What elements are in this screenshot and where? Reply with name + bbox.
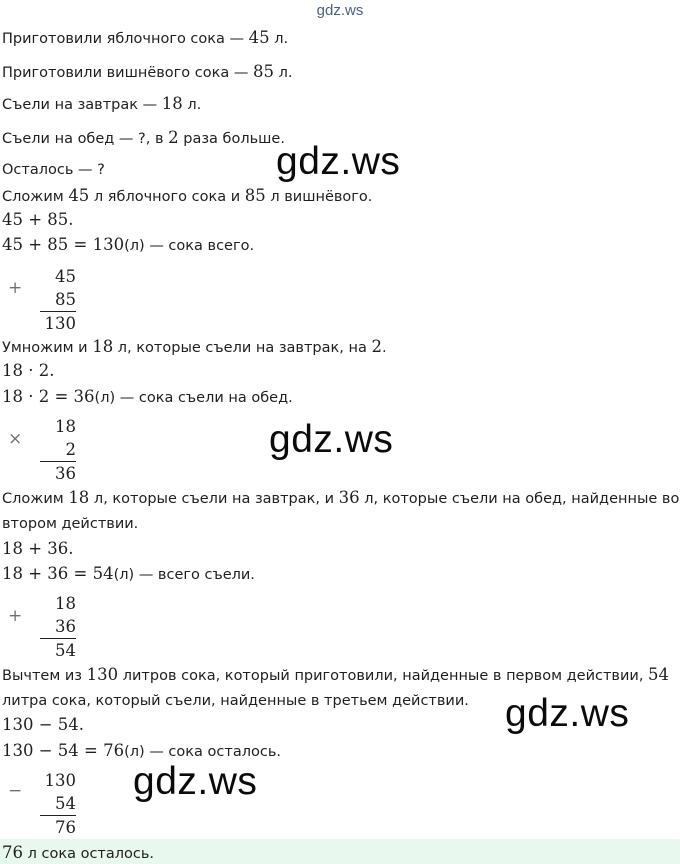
operand-2: 36 (55, 617, 76, 636)
operand-1: 18 (55, 417, 76, 436)
times-sign: × (8, 429, 23, 449)
operand-2: 85 (55, 290, 76, 309)
given-apple-juice: Приготовили яблочного сока — 45 л. (2, 28, 289, 47)
column-result: 76 (40, 815, 76, 839)
step4-expression: 130 − 54. (2, 715, 85, 734)
step2-text: Умножим и 18 л, которые съели на завтрак, на 2. (2, 337, 387, 356)
step4-text-cont: литра сока, который съели, найденные в третьем действии. (2, 693, 469, 709)
column-multiplication (40, 415, 76, 485)
watermark-1: gdz.ws (276, 140, 401, 183)
column-result: 130 (40, 311, 76, 335)
watermark-2: gdz.ws (269, 418, 394, 461)
given-cherry-juice: Приготовили вишнёвого сока — 85 л. (2, 62, 293, 81)
operand-2: 2 (65, 440, 76, 459)
step3-text: Сложим 18 л, которые съели на завтрак, и 36 л, которые съели на обед, найденные во (2, 488, 680, 507)
operand-1: 18 (55, 594, 76, 613)
step1-result: 45 + 85 = 130(л) — сока всего. (2, 235, 255, 254)
operand-2: 54 (55, 794, 76, 813)
answer-text: 76 л сока осталось. (2, 843, 155, 862)
column-result: 36 (40, 461, 76, 485)
step1-expression: 45 + 85. (2, 210, 74, 229)
top-watermark: gdz.ws (316, 2, 364, 19)
step2-expression: 18 · 2. (2, 361, 55, 380)
plus-sign: + (8, 278, 23, 298)
watermark-4: gdz.ws (133, 760, 258, 803)
column-subtraction (40, 769, 76, 839)
step4-result: 130 − 54 = 76(л) — сока осталось. (2, 741, 281, 760)
step4-text: Вычтем из 130 литров сока, который приготовили, найденные в первом действии, 54 (2, 665, 670, 684)
operand-1: 45 (55, 267, 76, 286)
minus-sign: − (8, 781, 23, 801)
column-addition-1 (40, 265, 76, 335)
given-breakfast: Съели на завтрак — 18 л. (2, 94, 202, 113)
step3-text-cont: втором действии. (2, 516, 139, 532)
answer-box (0, 839, 680, 864)
step2-result: 18 · 2 = 36(л) — сока съели на обед. (2, 387, 293, 406)
given-lunch: Съели на обед — ?, в 2 раза больше. (2, 128, 285, 147)
step3-expression: 18 + 36. (2, 539, 74, 558)
column-addition-2 (40, 592, 76, 662)
step1-text: Сложим 45 л яблочного сока и 85 л вишнёвого. (2, 186, 373, 205)
plus-sign: + (8, 606, 23, 626)
step3-result: 18 + 36 = 54(л) — всего съели. (2, 564, 255, 583)
question-left: Осталось — ? (2, 162, 105, 178)
column-result: 54 (40, 638, 76, 662)
operand-1: 130 (44, 771, 76, 790)
watermark-3: gdz.ws (505, 692, 630, 735)
